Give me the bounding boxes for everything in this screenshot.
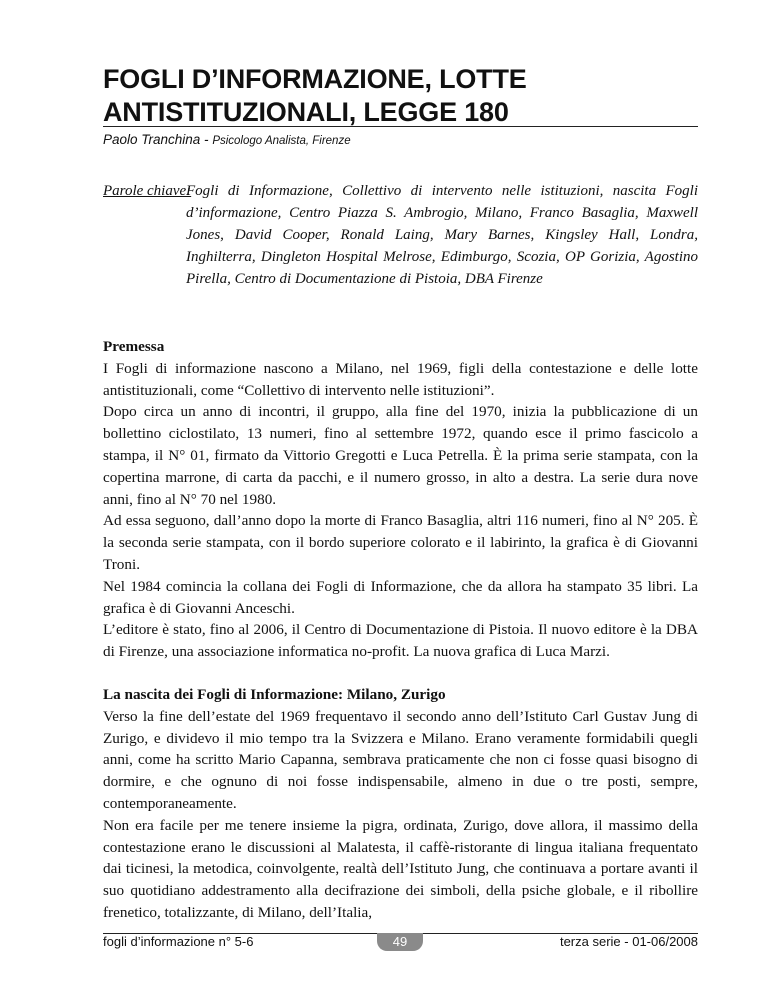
article-title xyxy=(103,63,703,129)
article-body xyxy=(103,336,698,924)
title-line-2: ANTISTITUZIONALI, LEGGE 180 xyxy=(103,97,509,127)
author-name: Paolo Tranchina - xyxy=(103,132,213,147)
paragraph: Nel 1984 comincia la collana dei Fogli di Informazione, che da allora ha stampato 35 libri. La grafica è di Giovanni Anceschi. xyxy=(103,577,698,617)
paragraph: L’editore è stato, fino al 2006, il Centro di Documentazione di Pistoia. Il nuovo editore è la DBA di Firenze, una associazione informatica no-profit. La nuova grafica di Luca Marzi. xyxy=(103,621,698,661)
keywords-label: Parole chiave: xyxy=(103,183,192,199)
paragraph: Ad essa seguono, dall’anno dopo la morte di Franco Basaglia, altri 116 numeri, fino al N° 205. È la seconda serie stampata, con il bordo superiore colorato e il labirinto, la grafica è di Giovanni Troni. xyxy=(103,512,698,573)
paragraph: I Fogli di informazione nascono a Milano, nel 1969, figli della contestazione e delle lotte antistituzionali, come “Collettivo di intervento nelle istituzioni”. xyxy=(103,359,698,399)
keywords-block xyxy=(103,180,698,290)
paragraph: Dopo circa un anno di incontri, il gruppo, alla fine del 1970, inizia la pubblicazione di un bollettino ciclostilato, 13 numeri, fino al settembre 1972, quando esce il primo fascicolo a stampa, il N° 01, firmato da Vittorio Gregotti e Luca Petrella. È la prima serie stampata, con la copertina marrone, di carta da pacchi, e il numero grosso, in alto a destra. La serie dura nove anni, fino al N° 70 nel 1980. xyxy=(103,403,698,508)
section-spacer xyxy=(103,663,698,684)
page-number: 49 xyxy=(377,933,423,951)
title-rule xyxy=(103,126,698,127)
author-role: Psicologo Analista, Firenze xyxy=(212,135,351,147)
title-line-1: FOGLI D’INFORMAZIONE, LOTTE xyxy=(103,64,527,94)
footer-issue: terza serie - 01-06/2008 xyxy=(559,934,698,949)
footer-journal: fogli d’informazione n° 5-6 xyxy=(103,934,254,949)
section-heading-premessa: Premessa xyxy=(103,338,165,355)
byline xyxy=(103,132,351,147)
paragraph: Verso la fine dell’estate del 1969 frequentavo il secondo anno dell’Istituto Carl Gustav Jung di Zurigo, e dividevo il mio tempo tra la Svizzera e Milano. Erano veramente formidabili quegli anni, come ha scritto Mario Capanna, sembrava praticamente che non ci fosse quasi bisogno di dormire, e che ognuno di noi fosse indispensabile, almeno in due o tre posti, sempre, contemporaneamente. xyxy=(103,707,698,812)
paragraph: Non era facile per me tenere insieme la pigra, ordinata, Zurigo, dove allora, il massimo della contestazione erano le discussioni al Malatesta, il caffè-ristorante di lingua italiana frequentato dai ticinesi, la metodica, coinvolgente, realtà dell’Istituto Jung, che continuava a portare avanti il suo quotidiano addestramento alla decifrazione dei simboli, della psiche globale, e il ribollire frenetico, totalizzante, di Milano, dell’Italia, xyxy=(103,816,698,921)
section-heading-nascita: La nascita dei Fogli di Informazione: Milano, Zurigo xyxy=(103,685,446,703)
keywords-text: Fogli di Informazione, Collettivo di intervento nelle istituzioni, nascita Fogli d’informazione, Centro Piazza S. Ambrogio, Milano, Franco Basaglia, Maxwell Jones, David Cooper, Ronald Laing, Mary Barnes, Kingsley Hall, Londra, Inghilterra, Dingleton Hospital Melrose, Edimburgo, Scozia, OP Gorizia, Agostino Pirella, Centro di Documentazione di Pistoia, DBA Firenze xyxy=(186,183,698,287)
